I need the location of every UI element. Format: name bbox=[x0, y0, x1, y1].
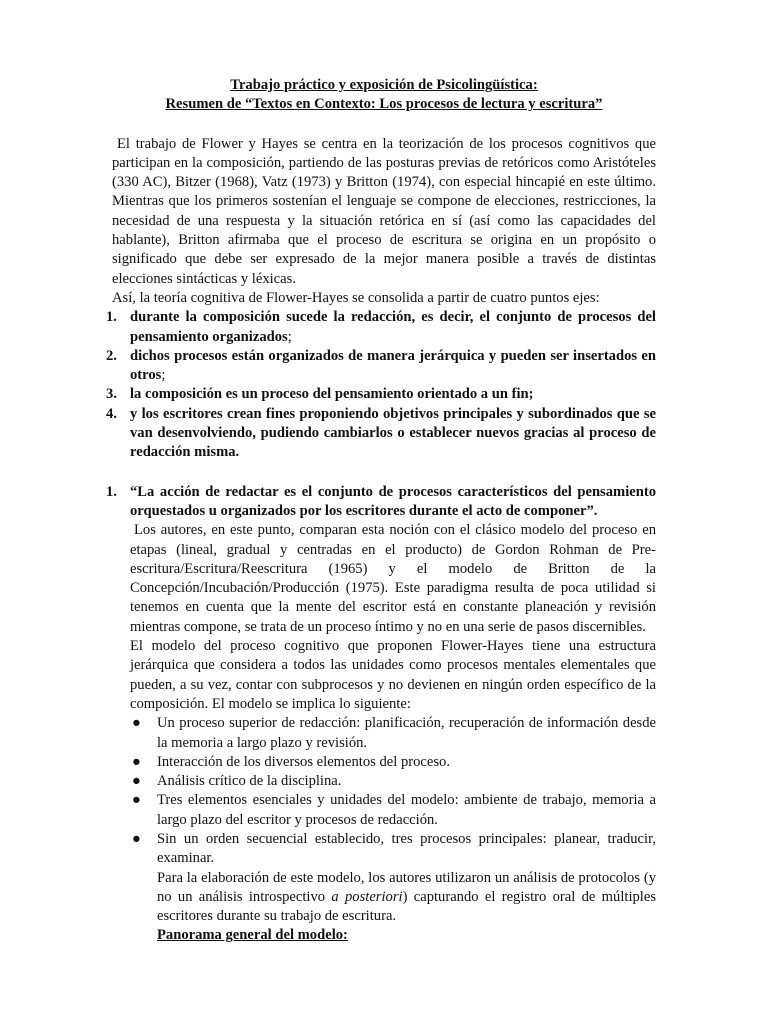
bullet-dot-icon: ● bbox=[132, 753, 141, 770]
section-paragraph-2-text: El modelo del proceso cognitivo que proponen Flower-Hayes tiene una estructura jerárquica que considera a todos las unidades como procesos mentales elementales que pueden, a su vez, contar con subprocesos y no devienen en ningún orden específico de la composición. El modelo se implica lo siguiente: bbox=[130, 638, 656, 712]
bullet-item bbox=[112, 714, 656, 753]
axes-intro-text: Así, la teoría cognitiva de Flower-Hayes se consolida a partir de cuatro puntos ejes: bbox=[112, 289, 600, 306]
axis-number: 3. bbox=[106, 386, 117, 403]
bullet-dot-icon: ● bbox=[132, 773, 141, 790]
section-paragraph-1 bbox=[130, 521, 656, 637]
methodology-text-post: ) capturando el registro oral de múltiples escritores durante su trabajo de escritura. bbox=[157, 888, 657, 925]
intro-paragraph bbox=[112, 135, 656, 289]
axis-text: dichos procesos están organizados de manera jerárquica y pueden ser insertados en otros bbox=[130, 347, 656, 384]
axis-item bbox=[106, 347, 656, 386]
axis-item bbox=[106, 308, 656, 347]
bullet-dot-icon: ● bbox=[132, 715, 141, 732]
axis-number: 1. bbox=[106, 309, 117, 326]
axis-number: 4. bbox=[106, 405, 117, 422]
bullet-text: Un proceso superior de redacción: planificación, recuperación de información desde la memoria a largo plazo y revisión. bbox=[157, 715, 656, 751]
bullet-item bbox=[112, 830, 656, 869]
intro-text: El trabajo de Flower y Hayes se centra en la teorización de los procesos cognitivos que participan en la composición, partiendo de las posturas previas de retóricos como Aristóteles (330 AC), Bitzer (1968), Vatz (1973) y Britton (1974), con especial hincapié en este último. Mientras que los primeros sostenían el lenguaje se compone de elecciones, restricciones, la necesidad de una respuesta y la situación retórica en sí (así como las capacidades del hablante), Britton afirmaba que el proceso de escritura se origina en un propósito o significado que debe ser expresado de la mejor manera posible a través de distintas elecciones sintácticas y léxicas. bbox=[112, 135, 656, 287]
methodology-text-pre: Para la elaboración de este modelo, los autores utilizaron un análisis de protocolos (y no un análisis introspectivo bbox=[157, 869, 656, 905]
axis-tail: ; bbox=[161, 367, 166, 384]
bullet-item bbox=[112, 772, 656, 791]
axis-text: durante la composición sucede la redacción, es decir, el conjunto de procesos del pensamiento organizados bbox=[130, 309, 656, 345]
axis-text: y los escritores crean fines proponiendo objetivos principales y subordinados que se van desenvolviendo, pudiendo cambiarlos o establecer nuevos gracias al proceso de redacción misma. bbox=[130, 405, 656, 461]
bullet-item bbox=[112, 791, 656, 830]
axis-item bbox=[106, 385, 656, 404]
bullet-dot-icon: ● bbox=[132, 830, 141, 847]
bullet-text: Interacción de los diversos elementos del proceso. bbox=[157, 753, 450, 770]
section-1 bbox=[106, 483, 656, 715]
bullet-item bbox=[112, 753, 656, 772]
methodology-paragraph bbox=[112, 869, 656, 927]
bullet-dot-icon: ● bbox=[132, 792, 141, 809]
section-paragraph-2 bbox=[130, 637, 656, 714]
methodology-emphasis: a posteriori bbox=[331, 888, 403, 905]
document-title-line-1: Trabajo práctico y exposición de Psicolingüística: bbox=[230, 77, 538, 93]
section-quote: “La acción de redactar es el conjunto de procesos característicos del pensamiento orquestados u organizados por los escritores durante el acto de componer”. bbox=[130, 483, 656, 519]
axes-intro bbox=[107, 289, 656, 308]
section-number: 1. bbox=[106, 483, 117, 500]
axis-tail: ; bbox=[287, 328, 292, 345]
section-paragraph-1-text: Los autores, en este punto, comparan esta noción con el clásico modelo del proceso en etapas (lineal, gradual y centradas en el producto) de Gordon Rohman de Pre-escritura/Escritura/Reescritura (1965) y el modelo de Britton de la Concepción/Incubación/Producción (1975). Este paradigma resulta de poca utilidad si tenemos en cuenta que la mente del escritor está en constante planeación y revisión mientras compone, se trata de un proceso íntimo y no en una serie de pasos discernibles. bbox=[130, 522, 656, 635]
axes-list bbox=[106, 308, 656, 462]
bullet-text: Sin un orden secuencial establecido, tres procesos principales: planear, traducir, examinar. bbox=[157, 830, 656, 867]
document-title-line-2: Resumen de “Textos en Contexto: Los procesos de lectura y escritura” bbox=[165, 96, 603, 113]
axis-number: 2. bbox=[106, 347, 117, 364]
model-overview-heading: Panorama general del modelo: bbox=[157, 927, 348, 944]
model-bullets bbox=[112, 714, 656, 868]
bullet-text: Análisis crítico de la disciplina. bbox=[157, 773, 342, 790]
axis-item bbox=[106, 405, 656, 463]
bullet-text: Tres elementos esenciales y unidades del modelo: ambiente de trabajo, memoria a largo plazo del escritor y procesos de redacción. bbox=[157, 792, 656, 828]
axis-text: la composición es un proceso del pensamiento orientado a un fin; bbox=[130, 386, 534, 403]
